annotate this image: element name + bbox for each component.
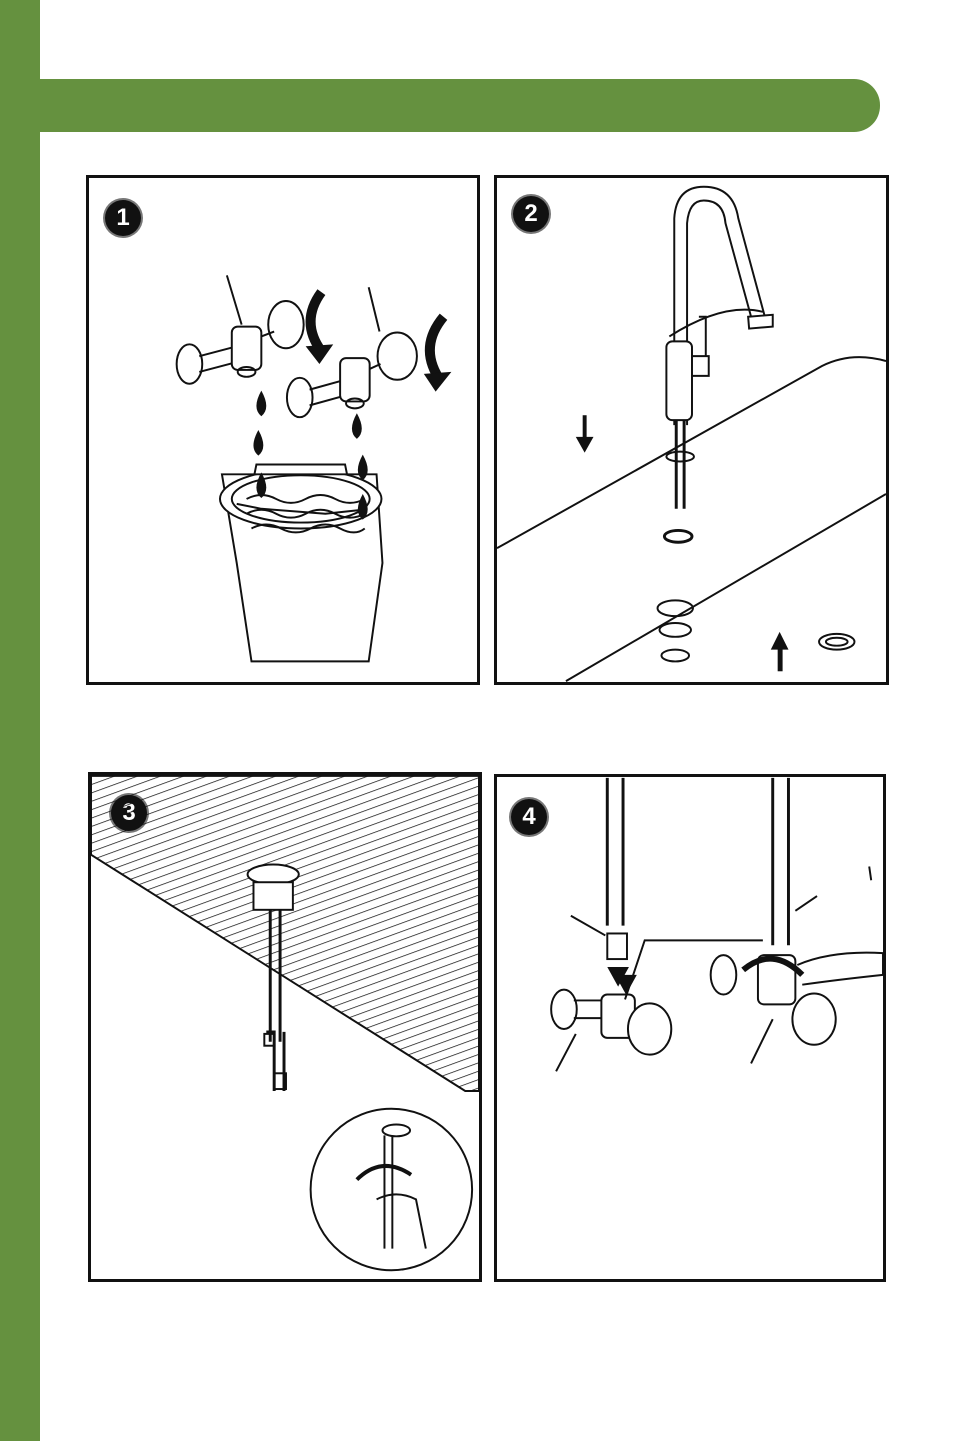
step-3-illustration bbox=[91, 775, 479, 1279]
step-1-illustration bbox=[89, 178, 477, 682]
step-4-panel bbox=[494, 774, 886, 1282]
step-1-panel bbox=[86, 175, 480, 685]
step-2-illustration bbox=[497, 178, 886, 682]
step-3-panel bbox=[88, 772, 482, 1282]
step-1-badge: 1 bbox=[105, 200, 141, 236]
step-4-illustration bbox=[497, 777, 883, 1279]
step-2-badge: 2 bbox=[513, 196, 549, 232]
step-4-badge: 4 bbox=[511, 799, 547, 835]
side-color-bar bbox=[0, 0, 40, 1441]
step-2-panel bbox=[494, 175, 889, 685]
header-band bbox=[40, 79, 880, 132]
